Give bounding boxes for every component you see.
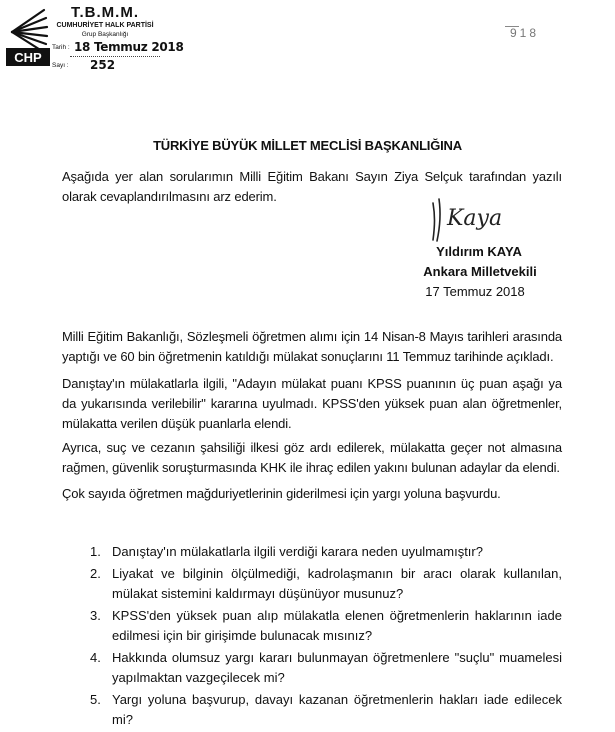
question-item bbox=[90, 648, 562, 688]
signature-date: 17 Temmuz 2018 bbox=[425, 284, 525, 299]
body-paragraph: Danıştay'ın mülakatlarla ilgili, "Adayın mülakat puanı KPSS puanının üç puan aşağı ya da yukarısında verilebilir" kararına uyulmadı. KPSS'den yüksek puan alan öğretmenler, mülakatta verilen düşük puanlarla elendi. bbox=[62, 376, 562, 431]
signatory-title: Ankara Milletvekili bbox=[423, 264, 537, 279]
question-number: 3. bbox=[90, 608, 101, 623]
date-label: Tarih : bbox=[52, 44, 70, 51]
question-text: KPSS'den yüksek puan alıp mülakatla elenen öğretmenlerin haklarının iade edilmesi için bir girişimde bulunacak mısınız? bbox=[112, 608, 562, 643]
logo-text: CHP bbox=[14, 50, 42, 65]
document-heading: TÜRKİYE BÜYÜK MİLLET MECLİSİ BAŞKANLIĞINA bbox=[153, 138, 462, 153]
registry-stamp: 918 bbox=[510, 26, 540, 40]
question-item bbox=[90, 542, 562, 562]
question-text: Danıştay'ın mülakatlarla ilgili verdiği karara neden uyulmamıştır? bbox=[112, 544, 483, 559]
signature-handwriting: Kaya bbox=[447, 206, 503, 231]
question-number: 1. bbox=[90, 544, 101, 559]
question-text: Hakkında olumsuz yargı kararı bulunmayan öğretmenlere "suçlu" muamelesi yapılmaktan vazgeçilecek mi? bbox=[112, 650, 562, 685]
party-name: CUMHURİYET HALK PARTİSİ bbox=[56, 22, 154, 29]
date-value: 18 Temmuz 2018 bbox=[74, 40, 184, 54]
group-name: Grup Başkanlığı bbox=[81, 31, 129, 38]
question-list bbox=[90, 542, 562, 732]
handwritten-signature bbox=[425, 195, 545, 245]
body-paragraph: Milli Eğitim Bakanlığı, Sözleşmeli öğretmen alımı için 14 Nisan-8 Mayıs tarihleri arasında yaptığı ve 60 bin öğretmenin katıldığı mülakat sonuçlarını 11 Temmuz tarihinde açıkladı. bbox=[62, 329, 562, 364]
question-item bbox=[90, 690, 562, 730]
body-paragraph: Ayrıca, suç ve cezanın şahsiliği ilkesi göz ardı edilerek, mülakatta geçer not almasına rağmen, güvenlik soruşturmasında KHK ile ihraç edilen yakını bulunan adaylar da elendi. bbox=[62, 440, 562, 475]
signatory-name: Yıldırım KAYA bbox=[436, 244, 522, 259]
question-number: 4. bbox=[90, 650, 101, 665]
date-underline bbox=[70, 56, 160, 57]
question-number: 5. bbox=[90, 692, 101, 707]
question-number: 2. bbox=[90, 566, 101, 581]
question-text: Yargı yoluna başvurup, davayı kazanan öğretmenlerin hakları iade edilecek mi? bbox=[112, 692, 562, 727]
body-paragraph: Çok sayıda öğretmen mağduriyetlerinin giderilmesi için yargı yoluna başvurdu. bbox=[62, 486, 501, 501]
chp-logo bbox=[6, 6, 50, 66]
number-value: 252 bbox=[90, 58, 116, 72]
question-text: Liyakat ve bilginin ölçülmediği, kadrolaşmanın bir aracı olarak kullanılan, mülakat sistemini kaldırmayı düşünüyor musunuz? bbox=[112, 566, 562, 601]
question-item bbox=[90, 606, 562, 646]
number-label: Sayı : bbox=[52, 62, 69, 69]
intro-paragraph: Aşağıda yer alan sorularımın Milli Eğitim Bakanı Sayın Ziya Selçuk tarafından yazılı olarak cevaplandırılmasını arz ederim. bbox=[62, 169, 562, 204]
question-item bbox=[90, 564, 562, 604]
institution-title: T.B.M.M. bbox=[71, 4, 139, 21]
